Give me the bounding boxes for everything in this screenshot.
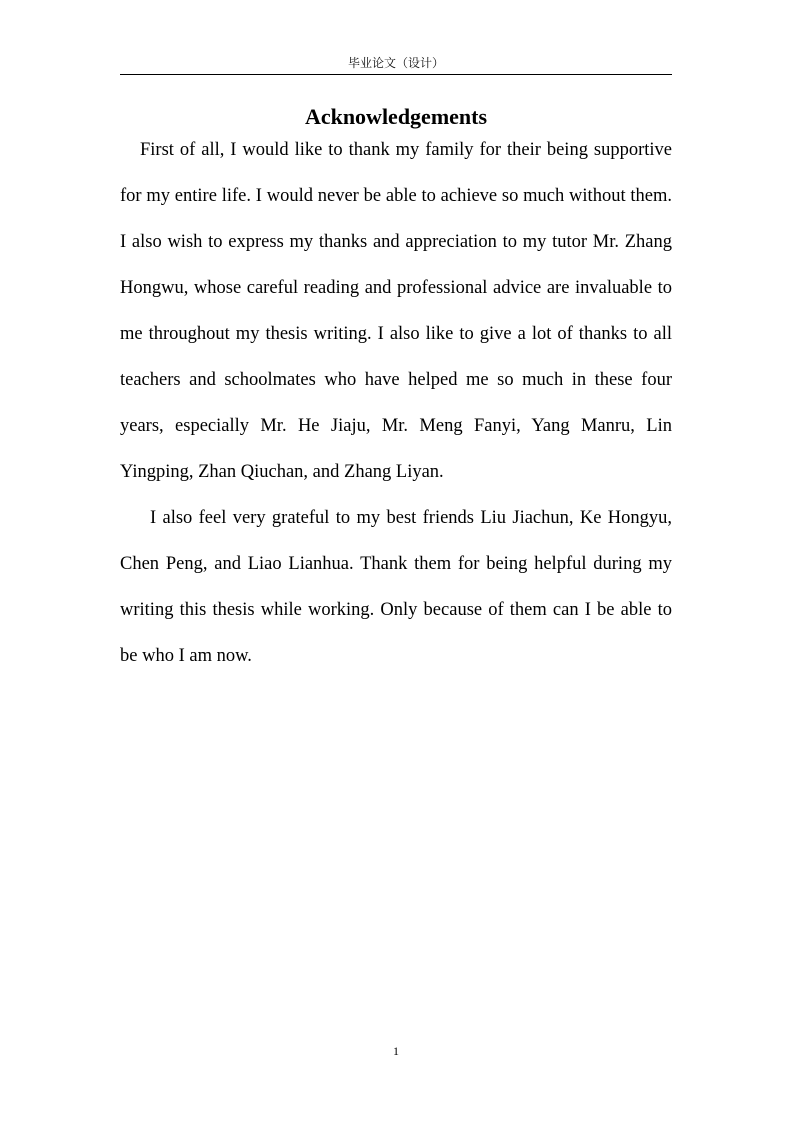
document-body xyxy=(120,127,672,679)
page-number: 1 xyxy=(393,1044,399,1058)
paragraph-friends: I also feel very grateful to my best friends Liu Jiachun, Ke Hongyu, Chen Peng, and Liao Lianhua. Thank them for being helpful during my writing this thesis while working. Only because of them can I be able to be who I am now. xyxy=(120,508,672,666)
page-title: Acknowledgements xyxy=(304,104,488,129)
page-header: 毕业论文（设计） xyxy=(347,56,444,70)
paragraph-family-and-tutor: First of all, I would like to thank my family for their being supportive for my entire life. I would never be able to achieve so much without them. I also wish to express my thanks and appreciation to my tutor Mr. Zhang Hongwu, whose careful reading and professional advice are invaluable to me throughout my thesis writing. I also like to give a lot of thanks to all teachers and schoolmates who have helped me so much in these four years, especially Mr. He Jiaju, Mr. Meng Fanyi, Yang Manru, Lin Yingping, Zhan Qiuchan, and Zhang Liyan. xyxy=(120,140,672,482)
header-divider xyxy=(120,74,672,75)
